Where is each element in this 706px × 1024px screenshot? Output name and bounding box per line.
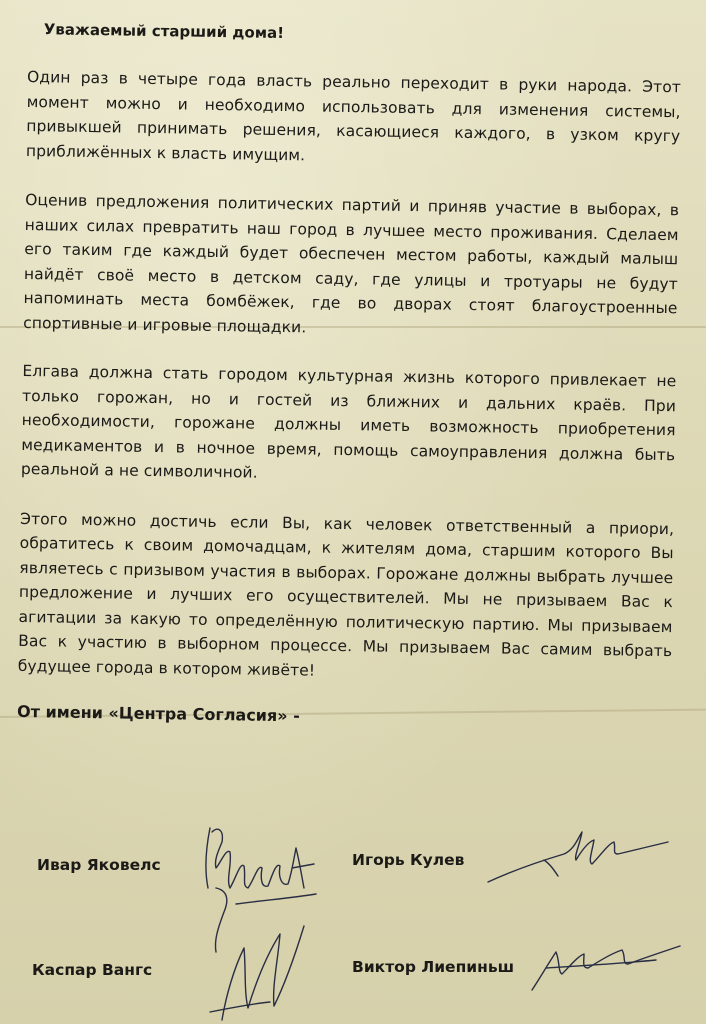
signature-4 [526, 938, 686, 998]
paragraph-3: Елгава должна стать городом культурная жизнь которого привлекает не только горожан, но и гостей из ближних и дальних краёв. При необходимости, горожане должны иметь возможность приобретения медикаментов и в ночное время, помощь самоуправления должна быть реальной а не символичной. [20, 361, 677, 482]
signature-3 [200, 912, 310, 1024]
signature-2 [484, 820, 674, 890]
letter-greeting: Уважаемый старший дома! [43, 20, 285, 43]
signer-name-4: Виктор Лиепиньш [352, 958, 515, 976]
signer-name-1: Ивар Яковелс [37, 856, 161, 874]
sender-line: От имени «Центра Согласия» - [16, 701, 300, 726]
signer-name-2: Игорь Кулев [352, 851, 465, 869]
paragraph-2: Оценив предложения политических партий и приняв участие в выборах, в наших силах превратить наш город в лучшее место проживания. Сделаем его таким где каждый будет обеспечен местом работы, каждый малыш найдёт своё место в детском саду, где улицы и тротуары не будут напоминать места бомбёжек, где во дворах стоят благоустроенные спортивные и игровые площадки. [23, 190, 680, 336]
paragraph-4: Этого можно достичь если Вы, как человек ответственный а приори, обратитесь к своим домочадцам, к жителям дома, старшим которого Вы являетесь с призывом участия в выборах. Горожане должны выбрать лучшее предложение и лучших его осуществителей. Мы не призываем Вас к агитации за какую то определённую политическую партию. Мы призываем Вас к участию в выборном процессе. Мы призываем Вас самим выбрать будущее города в котором живёте! [17, 509, 675, 680]
signer-name-3: Каспар Вангс [32, 961, 153, 979]
letter-body [17, 18, 682, 750]
paragraph-1: Один раз в четыре года власть реально переходит в руки народа. Этот момент можно и необходимо использовать для изменения системы, привыкшей принимать решения, касающиеся каждого, в узком кругу приближённых к власть имущим. [25, 67, 682, 164]
